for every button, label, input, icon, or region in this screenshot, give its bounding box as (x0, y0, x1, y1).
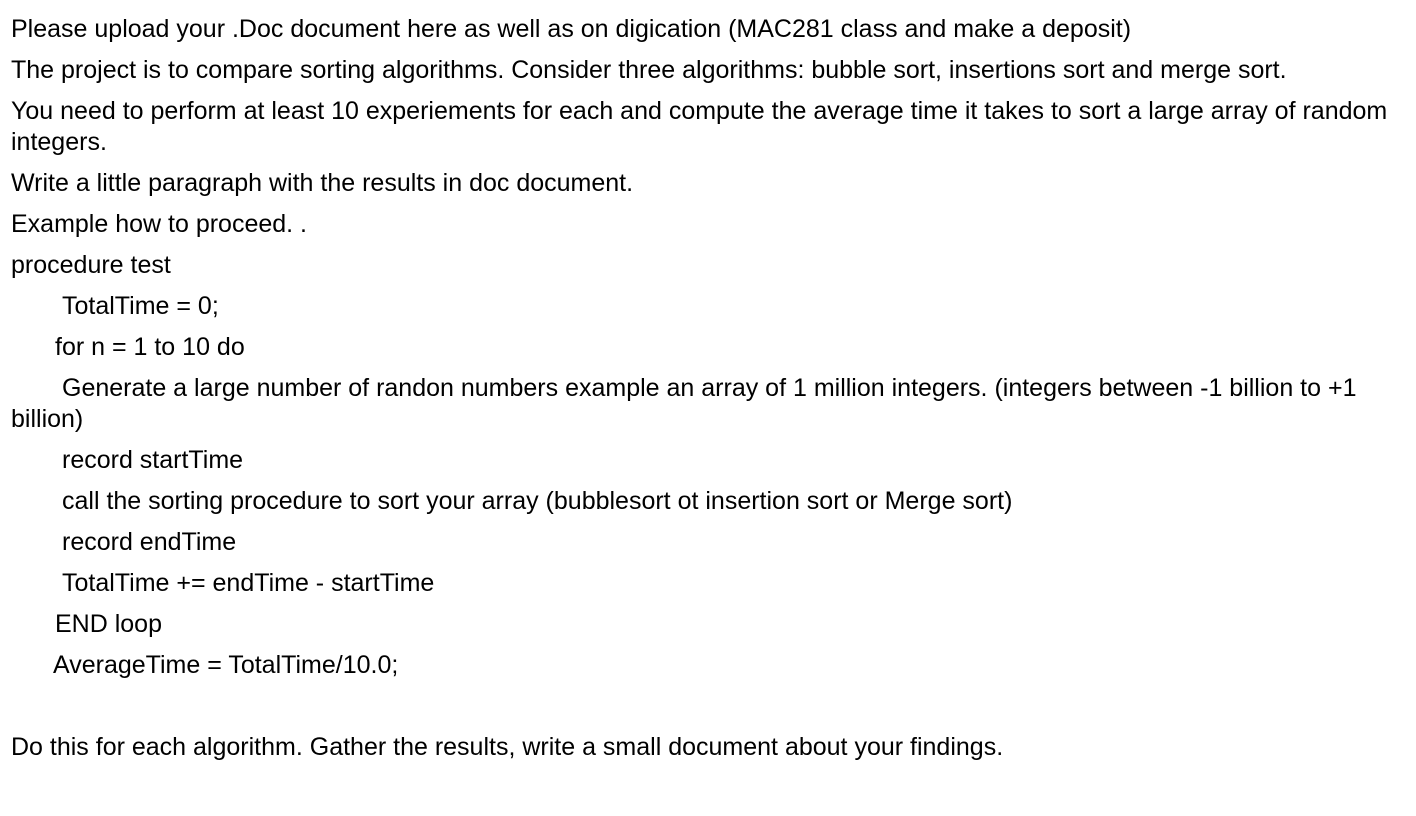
code-for-loop: for n = 1 to 10 do (55, 333, 245, 361)
upload-instruction: Please upload your .Doc document here as well as on digication (MAC281 class and make a deposit) (11, 15, 1132, 43)
example-heading: Example how to proceed. . (11, 210, 307, 238)
code-average-time: AverageTime = TotalTime/10.0; (53, 651, 399, 679)
closing-instruction: Do this for each algorithm. Gather the results, write a small document about your findings. (11, 733, 1004, 761)
code-generate-numbers: Generate a large number of randon numbers example an array of 1 million integers. (integers between -1 billion to +1 billion) (11, 374, 1357, 433)
code-record-end: record endTime (62, 528, 237, 556)
project-description: The project is to compare sorting algorithms. Consider three algorithms: bubble sort, insertions sort and merge sort. (11, 56, 1287, 84)
blank-line (11, 691, 1396, 732)
code-procedure-line: procedure test (11, 251, 171, 279)
code-end-loop: END loop (55, 610, 162, 638)
document-body (11, 14, 1396, 773)
experiment-instruction: You need to perform at least 10 experiements for each and compute the average time it takes to sort a large array of random integers. (11, 97, 1388, 156)
code-total-time-init: TotalTime = 0; (62, 292, 219, 320)
code-accumulate-time: TotalTime += endTime - startTime (62, 569, 435, 597)
code-record-start: record startTime (62, 446, 244, 474)
code-call-sort: call the sorting procedure to sort your array (bubblesort ot insertion sort or Merge sort) (62, 487, 1013, 515)
paragraph-instruction: Write a little paragraph with the results in doc document. (11, 169, 634, 197)
